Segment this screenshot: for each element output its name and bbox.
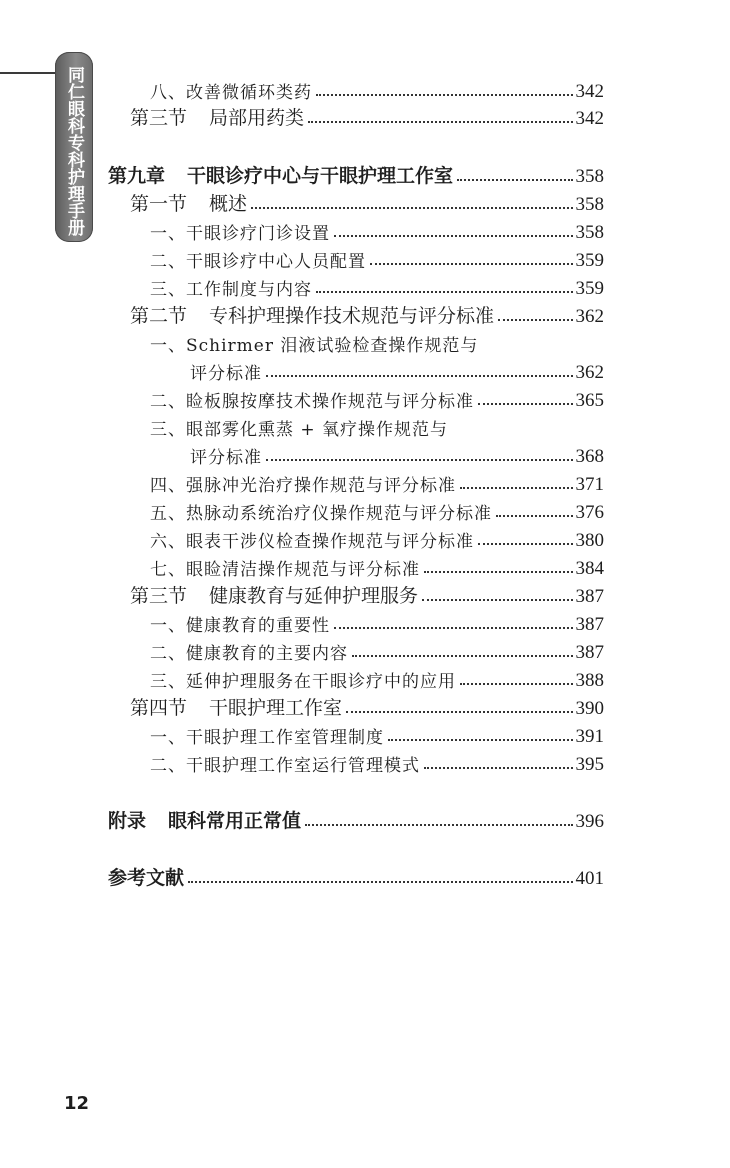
toc-page-number: 401 [575, 868, 604, 889]
toc-page-number: 391 [575, 726, 604, 747]
toc-page-number: 342 [575, 81, 604, 102]
toc-page-number: 396 [575, 811, 604, 832]
toc-entry-label: 三、眼部雾化熏蒸 + 氧疗操作规范与 [150, 420, 449, 440]
toc-entry[interactable] [150, 75, 604, 103]
toc-leader [457, 179, 572, 181]
toc-leader [334, 627, 573, 629]
toc-section-number: 第二节 [130, 305, 188, 327]
toc-entry-label: 六、眼表干涉仪检查操作规范与评分标准 [150, 532, 474, 552]
toc-section-title: 局部用药类 [209, 107, 305, 129]
toc-entry-label: 二、干眼护理工作室运行管理模式 [150, 756, 420, 776]
toc-leader [266, 459, 573, 461]
toc-leader [478, 543, 573, 545]
toc-entry[interactable] [150, 664, 604, 692]
toc-entry[interactable] [150, 384, 604, 412]
toc-entry[interactable] [130, 300, 604, 328]
toc-entry-label: 四、强脉冲光治疗操作规范与评分标准 [150, 476, 456, 496]
toc-chapter-number: 第九章 [108, 165, 166, 187]
toc-leader [316, 94, 573, 96]
toc-page-number: 387 [575, 586, 604, 607]
toc-entry[interactable] [150, 748, 604, 776]
toc-entry-label: 七、眼睑清洁操作规范与评分标准 [150, 560, 420, 580]
toc-entry-label: 二、健康教育的主要内容 [150, 644, 348, 664]
toc-entry[interactable] [150, 636, 604, 664]
toc-entry[interactable] [108, 805, 604, 833]
toc-leader [188, 881, 572, 883]
toc-entry-label: 评分标准 [190, 448, 262, 468]
toc-leader [498, 319, 572, 321]
toc-entry[interactable] [108, 862, 604, 890]
side-tab [55, 52, 93, 242]
footer-page-number: 12 [64, 1093, 90, 1114]
toc-section-title: 干眼护理工作室 [209, 697, 343, 719]
toc-entry-continuation[interactable] [190, 440, 604, 468]
toc-leader [316, 291, 573, 293]
toc-leader [334, 235, 573, 237]
toc-entry-continuation[interactable] [190, 356, 604, 384]
toc-page-number: 362 [575, 306, 604, 327]
toc-leader [251, 207, 572, 209]
toc-leader [352, 655, 573, 657]
toc-section-number: 第四节 [130, 697, 188, 719]
toc-section-title: 健康教育与延伸护理服务 [209, 585, 419, 607]
side-tab-title: 同仁眼科专科护理手册 [64, 66, 84, 236]
toc-entry[interactable] [150, 244, 604, 272]
toc-leader [478, 403, 573, 405]
toc-entry-label: 二、睑板腺按摩技术操作规范与评分标准 [150, 392, 474, 412]
toc-entry[interactable] [130, 188, 604, 216]
toc-entry[interactable] [130, 692, 604, 720]
toc-leader [346, 711, 572, 713]
toc-section-number: 第一节 [130, 193, 188, 215]
toc-page-number: 358 [575, 222, 604, 243]
toc-entry[interactable] [130, 102, 604, 130]
toc-entry-label: 八、改善微循环类药 [150, 83, 312, 103]
toc-section-title: 概述 [209, 193, 248, 215]
toc-page-number: 390 [575, 698, 604, 719]
toc-chapter-number: 参考文献 [108, 867, 185, 889]
toc-leader [460, 487, 573, 489]
toc-entry-label: 三、延伸护理服务在干眼诊疗中的应用 [150, 672, 456, 692]
margin-rule [0, 72, 60, 74]
toc-entry[interactable] [150, 496, 604, 524]
toc-entry-label: 一、干眼护理工作室管理制度 [150, 728, 384, 748]
toc-entry-label: 五、热脉动系统治疗仪操作规范与评分标准 [150, 504, 492, 524]
toc-entry[interactable] [150, 720, 604, 748]
toc-entry-label: 一、干眼诊疗门诊设置 [150, 224, 330, 244]
toc-page-number: 395 [575, 754, 604, 775]
toc-page-number: 371 [575, 474, 604, 495]
toc-leader [424, 571, 573, 573]
toc-section-title: 专科护理操作技术规范与评分标准 [209, 305, 495, 327]
toc-entry[interactable] [150, 272, 604, 300]
toc-leader [305, 824, 572, 826]
toc-leader [388, 739, 573, 741]
toc-page-number: 384 [575, 558, 604, 579]
toc-entry-label: 一、Schirmer 泪液试验检查操作规范与 [150, 336, 479, 356]
toc-page-number: 342 [575, 108, 604, 129]
toc-leader [308, 121, 572, 123]
toc-entry-label: 评分标准 [190, 364, 262, 384]
toc-entry[interactable] [108, 160, 604, 188]
toc-chapter-title: 干眼诊疗中心与干眼护理工作室 [187, 165, 454, 187]
toc-page-number: 365 [575, 390, 604, 411]
toc-leader [496, 515, 573, 517]
toc-entry[interactable] [150, 552, 604, 580]
toc-page-number: 368 [575, 446, 604, 467]
toc-entry[interactable] [130, 580, 604, 608]
toc-entry-label: 二、干眼诊疗中心人员配置 [150, 252, 366, 272]
toc-page-number: 387 [575, 642, 604, 663]
toc-leader [370, 263, 573, 265]
toc-page-number: 358 [575, 194, 604, 215]
toc-leader [424, 767, 573, 769]
toc-entry[interactable] [150, 524, 604, 552]
toc-page-number: 359 [575, 278, 604, 299]
toc-section-number: 第三节 [130, 585, 188, 607]
toc-page-number: 359 [575, 250, 604, 271]
toc-page-number: 362 [575, 362, 604, 383]
toc-page-number: 387 [575, 614, 604, 635]
toc-leader [460, 683, 573, 685]
toc-chapter-title: 眼科常用正常值 [168, 810, 302, 832]
toc-leader [422, 599, 572, 601]
toc-page-number: 358 [575, 166, 604, 187]
toc-section-number: 第三节 [130, 107, 188, 129]
toc-entry[interactable] [150, 216, 604, 244]
toc-entry[interactable] [150, 328, 604, 356]
toc-leader [266, 375, 573, 377]
toc-page-number: 380 [575, 530, 604, 551]
toc-page-number: 376 [575, 502, 604, 523]
toc-entry[interactable] [150, 412, 604, 440]
toc-chapter-number: 附录 [108, 810, 147, 832]
toc-page-number: 388 [575, 670, 604, 691]
toc-entry-label: 一、健康教育的重要性 [150, 616, 330, 636]
toc-entry-label: 三、工作制度与内容 [150, 280, 312, 300]
toc-entry[interactable] [150, 468, 604, 496]
toc-entry[interactable] [150, 608, 604, 636]
